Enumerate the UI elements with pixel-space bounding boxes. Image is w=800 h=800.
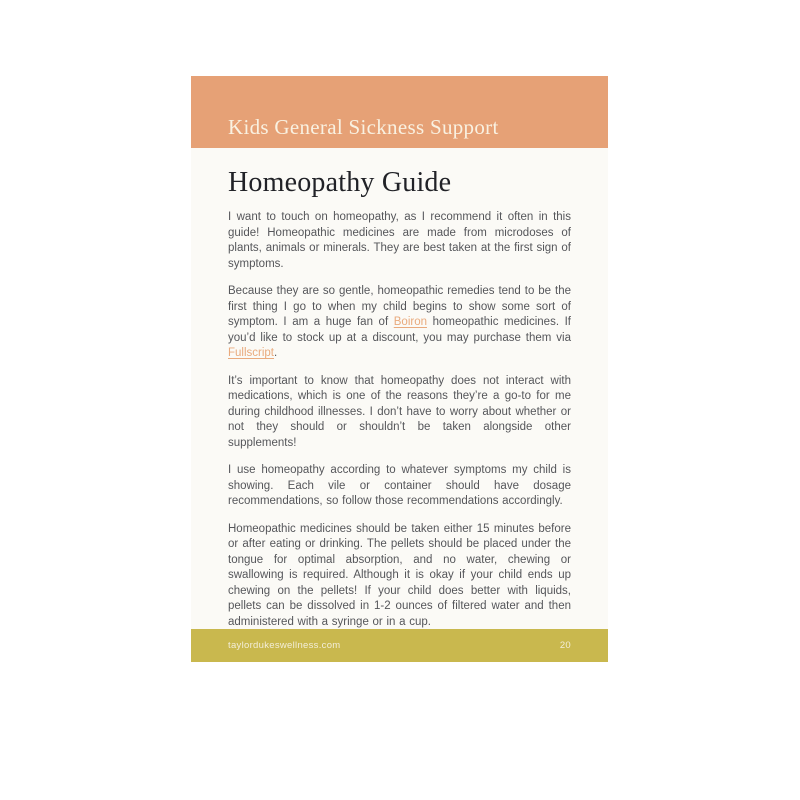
paragraph-dosage: I use homeopathy according to whatever symptoms my child is showing. Each vile or container should have dosage recommendations, so follow those recommendations accordingly. — [228, 464, 571, 508]
page-footer-band — [191, 629, 608, 662]
paragraph-text-segment: homeopathic medicines. If you’d like to stock up at a discount, you may purchase them via — [228, 316, 571, 344]
paragraph-administration: Homeopathic medicines should be taken either 15 minutes before or after eating or drinking. The pellets should be placed under the tongue for optimal absorption, and no water, chewing or swallowing is required. Although it is okay if your child ends up chewing on the pellets! If your child does better with liquids, pellets can be dissolved in 1-2 ounces of filtered water and then administered with a syringe or in a cup. — [228, 522, 571, 628]
paragraph-intro: I want to touch on homeopathy, as I recommend it often in this guide! Homeopathic medicines are made from microdoses of plants, animals or minerals. They are best taken at the first sign of symptoms. — [228, 211, 571, 270]
section-title: Kids General Sickness Support — [228, 114, 499, 139]
boiron-link[interactable]: Boiron — [393, 316, 427, 329]
page-content — [228, 148, 571, 642]
page-header-band — [191, 76, 608, 148]
paragraph-text-segment: Because they are so gentle, homeopathic remedies tend to be the first thing I go to when my child begins to show some sort of symptom. I am a huge fan of — [228, 285, 571, 329]
paragraph-text-segment: . — [274, 347, 278, 360]
document-page — [191, 76, 608, 662]
fullscript-link[interactable]: Fullscript — [228, 347, 275, 360]
article-title: Homeopathy Guide — [228, 167, 452, 198]
footer-website: taylordukeswellness.com — [228, 640, 341, 651]
paragraph-no-interactions: It’s important to know that homeopathy does not interact with medications, which is one of the reasons they’re a go-to for me during childhood illnesses. I don’t have to worry about whether or not they should or shouldn’t be taken alongside other supplements! — [228, 374, 571, 449]
footer-page-number: 20 — [559, 640, 571, 651]
paragraph-gentle-remedies — [228, 284, 571, 362]
